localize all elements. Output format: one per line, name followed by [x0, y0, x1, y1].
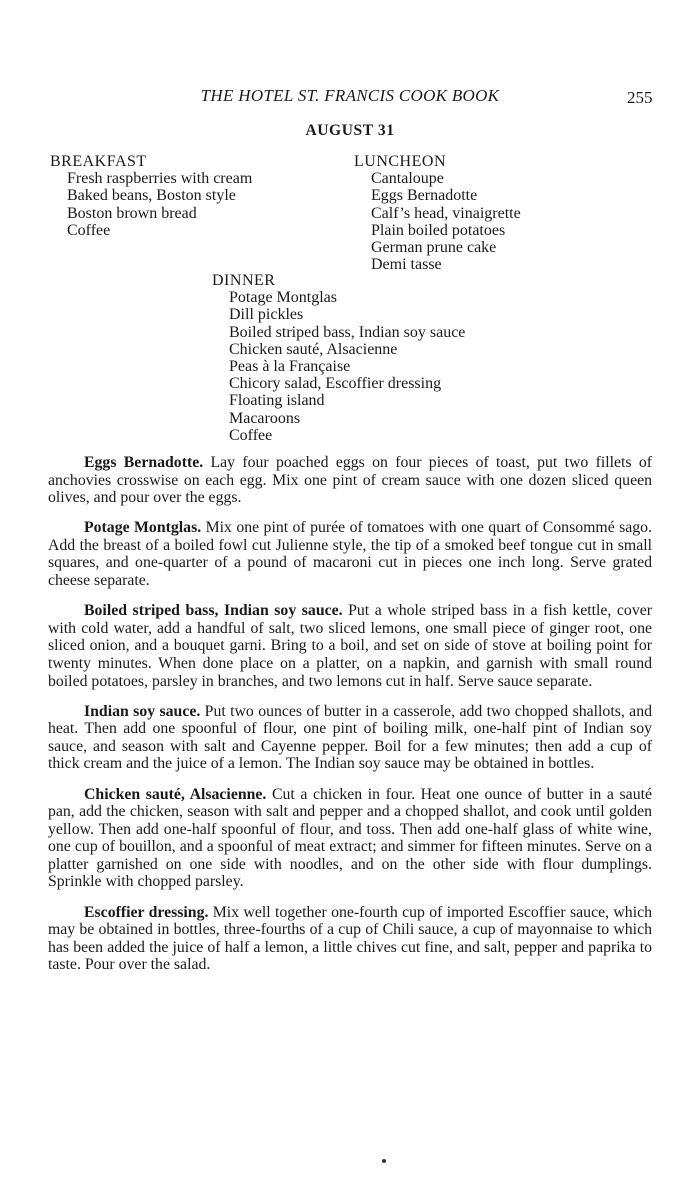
recipe-title: Chicken sauté, Alsacienne.: [84, 785, 267, 803]
luncheon-heading: LUNCHEON: [354, 153, 446, 170]
menu-item: Peas à la Française: [229, 358, 351, 376]
recipe-potage-montglas: [48, 519, 652, 589]
recipe-text: Cut a chicken in four. Heat one ounce of butter in a sauté pan, add the chicken, season with salt and pepper and a chopped shallot, and cook until golden yellow. Then add one-half spoonful of flour, and toss. Then add one-half glass of white wine, one cup of bouillon, and a spoonful of meat extract; and simmer for fifteen minutes. Serve on a platter garnished on one side with noodles, and on the other side with flour dumplings. Sprinkle with chopped parsley.: [48, 785, 652, 891]
dinner-heading: DINNER: [212, 272, 276, 289]
menu-item: Chicken sauté, Alsacienne: [229, 340, 398, 358]
recipe-title: Eggs Bernadotte.: [84, 454, 204, 471]
menu-item: Calf’s head, vinaigrette: [371, 204, 521, 222]
recipe-indian-soy-sauce: [48, 703, 652, 773]
menu-item: Macaroons: [229, 409, 301, 427]
menu-item: Plain boiled potatoes: [371, 221, 506, 239]
running-title: THE HOTEL ST. FRANCIS COOK BOOK: [200, 86, 500, 105]
menu-item: Boiled striped bass, Indian soy sauce: [229, 323, 466, 341]
menu-item: Coffee: [67, 221, 111, 239]
page-number: 255: [627, 88, 653, 107]
dinner-menu: [212, 272, 465, 444]
recipe-text: Lay four poached eggs on four pieces of toast, put two fillets of anchovies crosswise on each egg. Mix one pint of cream sauce with one dozen sliced queen olives, and pour over the eggs.: [48, 454, 652, 507]
recipe-chicken-saute: [48, 786, 652, 892]
menu-item: Chicory salad, Escoffier dressing: [229, 375, 442, 393]
menu-item: Demi tasse: [371, 256, 442, 274]
recipe-eggs-bernadotte: [48, 454, 652, 507]
luncheon-menu: [354, 153, 521, 273]
menu-item: Baked beans, Boston style: [67, 187, 236, 205]
menu-item: Coffee: [229, 426, 273, 444]
recipe-title: Escoffier dressing.: [84, 903, 209, 921]
breakfast-heading: BREAKFAST: [50, 153, 147, 170]
menu-item: Eggs Bernadotte: [371, 187, 478, 205]
recipe-title: Boiled striped bass, Indian soy sauce.: [84, 602, 343, 620]
recipes: [48, 454, 652, 986]
menu-item: Potage Montglas: [229, 289, 337, 307]
recipe-text: Put a whole striped bass in a fish kettle, cover with cold water, add a handful of salt, two sliced lemons, one small piece of ginger root, one sliced onion, and a bouquet garni. Bring to a boil, and set on side of stove at boiling point for twenty minutes. When done place on a platter, on a napkin, and garnish with small round boiled potatoes, parsley in branches, and two lemons cut in half. Serve sauce separate.: [48, 602, 652, 690]
ink-speck: [382, 1159, 386, 1163]
recipe-text: Mix one pint of purée of tomatoes with one quart of Consommé sago. Add the breast of a boiled fowl cut Julienne style, the tip of a smoked beef tongue cut in small squares, and one-quarter of a pound of macaroni cut in pieces one inch long. Serve grated cheese separate.: [48, 519, 653, 590]
menu-item: Boston brown bread: [67, 204, 197, 222]
date-heading: AUGUST 31: [305, 122, 395, 139]
menu-item: Fresh raspberries with cream: [67, 170, 253, 188]
menu-item: German prune cake: [371, 239, 497, 257]
recipe-boiled-striped-bass: [48, 602, 652, 690]
menu-item: Cantaloupe: [371, 170, 444, 188]
menu-item: Floating island: [229, 392, 325, 410]
recipe-title: Indian soy sauce.: [84, 702, 201, 720]
recipe-title: Potage Montglas.: [84, 519, 202, 537]
breakfast-menu: [50, 153, 252, 239]
recipe-text: Put two ounces of butter in a casserole, add two chopped shallots, and heat. Then add one spoonful of flour, one pint of boiling milk, one-half pint of Indian soy sauce, and season with salt and Cayenne pepper. Boil for a few minutes; then add a cup of thick cream and the juice of a lemon. The Indian soy sauce may be obtained in bottles.: [48, 702, 652, 773]
recipe-escoffier-dressing: [48, 904, 652, 974]
recipe-text: Mix well together one-fourth cup of imported Escoffier sauce, which may be obtained in bottles, three-fourths of a cup of Chili sauce, a cup of mayonnaise to which has been added the juice of half a lemon, a little chives cut fine, and salt, pepper and paprika to taste. Pour over the salad.: [48, 903, 652, 974]
menu-item: Dill pickles: [229, 306, 304, 324]
